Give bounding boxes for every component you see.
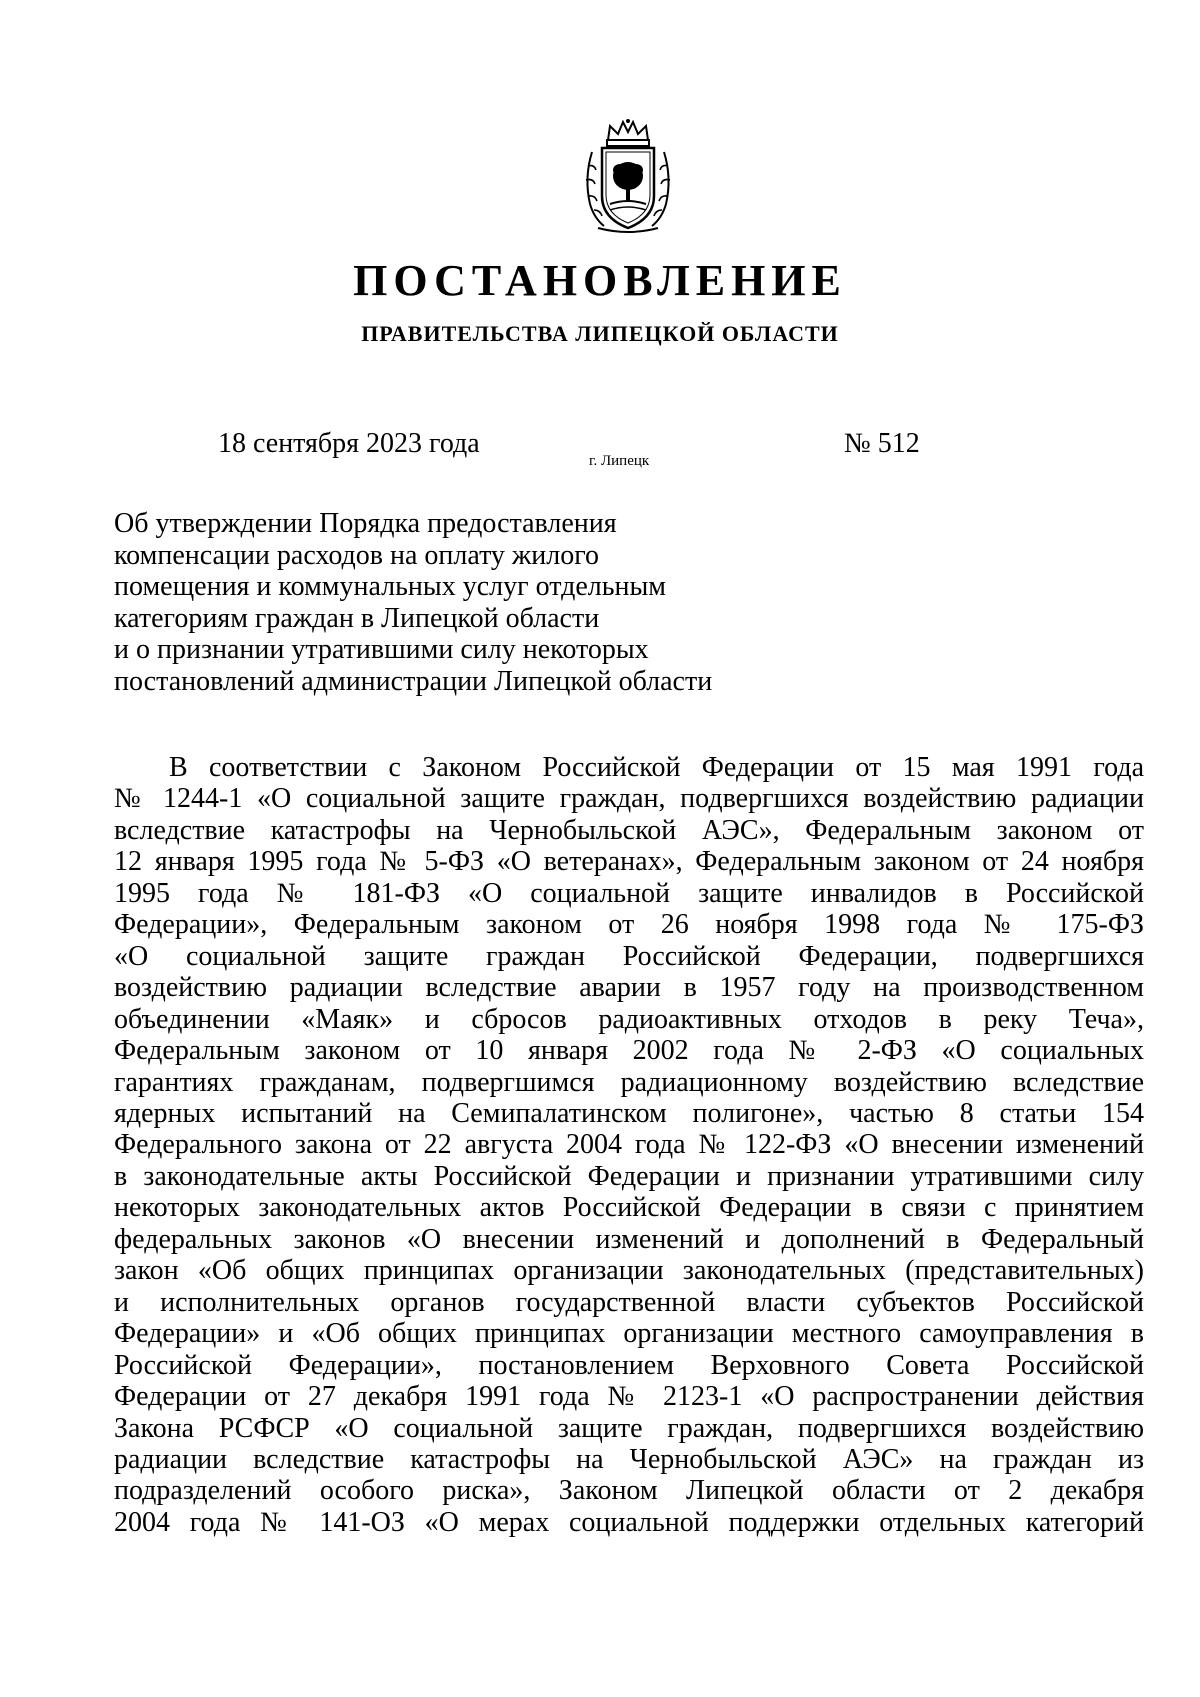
body-line: Закона РСФСР «О социальной защите граждан, подвергшихся воздействию (114, 1412, 1144, 1444)
heading-line: компенсации расходов на оплату жилого (114, 539, 600, 571)
body-line: Российской Федерации», постановлением Верховного Совета Российской (114, 1349, 1144, 1381)
body-line: № 1244-1 «О социальной защите граждан, подвергшихся воздействию радиации (114, 783, 1144, 815)
body-line: 12 января 1995 года № 5-ФЗ «О ветеранах», Федеральным законом от 24 ноября (114, 846, 1144, 878)
body-line: объединении «Маяк» и сбросов радиоактивных отходов в реку Теча», (114, 1003, 1144, 1035)
document-date: 18 сентября 2023 года (218, 428, 480, 459)
heading-line: помещения и коммунальных услуг отдельным (114, 571, 667, 602)
body-line: «О социальной защите граждан Российской Федерации, подвергшихся (114, 940, 1144, 972)
document-title: ПОСТАНОВЛЕНИЕ (353, 256, 847, 305)
body-line: федеральных законов «О внесении изменений и дополнений в Федеральный (114, 1223, 1144, 1255)
body-line: воздействию радиации вследствие аварии в 1957 году на производственном (114, 972, 1144, 1004)
body-line: Федеральным законом от 10 января 2002 года № 2-ФЗ «О социальных (114, 1035, 1144, 1067)
body-line: некоторых законодательных актов Российской Федерации в связи с принятием (114, 1192, 1144, 1224)
coat-of-arms-icon (580, 118, 676, 236)
body-line: В соответствии с Законом Российской Федерации от 15 мая 1991 года (169, 752, 1144, 783)
body-line: ядерных испытаний на Семипалатинском полигоне», частью 8 статьи 154 (114, 1097, 1144, 1129)
body-line: Федерации от 27 декабря 1991 года № 2123-1 «О распространении действия (114, 1381, 1144, 1413)
body-line: и исполнительных органов государственной власти субъектов Российской (114, 1286, 1144, 1318)
heading-line: постановлений администрации Липецкой области (114, 665, 713, 697)
body-line: подразделений особого риска», Законом Липецкой области от 2 декабря (114, 1475, 1144, 1507)
heading-line: и о признании утратившими силу некоторых (114, 634, 649, 665)
document-body (114, 752, 1144, 1538)
body-line: гарантиях гражданам, подвергшимся радиационному воздействию вследствие (114, 1066, 1144, 1098)
body-line: вследствие катастрофы на Чернобыльской АЭС», Федеральным законом от (114, 814, 1144, 846)
heading-line: Об утверждении Порядка предоставления (114, 508, 617, 539)
body-line: радиации вследствие катастрофы на Чернобыльской АЭС» на граждан из (114, 1443, 1144, 1475)
heading-line: категориям граждан в Липецкой области (114, 602, 600, 634)
body-line: 1995 года № 181-ФЗ «О социальной защите инвалидов в Российской (114, 877, 1144, 909)
body-line: закон «Об общих принципах организации законодательных (представительных) (114, 1255, 1144, 1287)
document-heading (114, 508, 754, 697)
body-line: 2004 года № 141-ОЗ «О мерах социальной поддержки отдельных категорий (114, 1506, 1144, 1538)
body-line: Федерации», Федеральным законом от 26 ноября 1998 года № 175-ФЗ (114, 909, 1144, 941)
document-subtitle: ПРАВИТЕЛЬСТВА ЛИПЕЦКОЙ ОБЛАСТИ (361, 321, 839, 346)
body-line: Федерального закона от 22 августа 2004 года № 122-ФЗ «О внесении изменений (114, 1129, 1144, 1161)
document-city: г. Липецк (589, 453, 650, 469)
body-line: Федерации» и «Об общих принципах организации местного самоуправления в (114, 1318, 1144, 1350)
body-line: в законодательные акты Российской Федерации и признании утратившими силу (114, 1160, 1144, 1192)
document-number: № 512 (844, 428, 920, 459)
